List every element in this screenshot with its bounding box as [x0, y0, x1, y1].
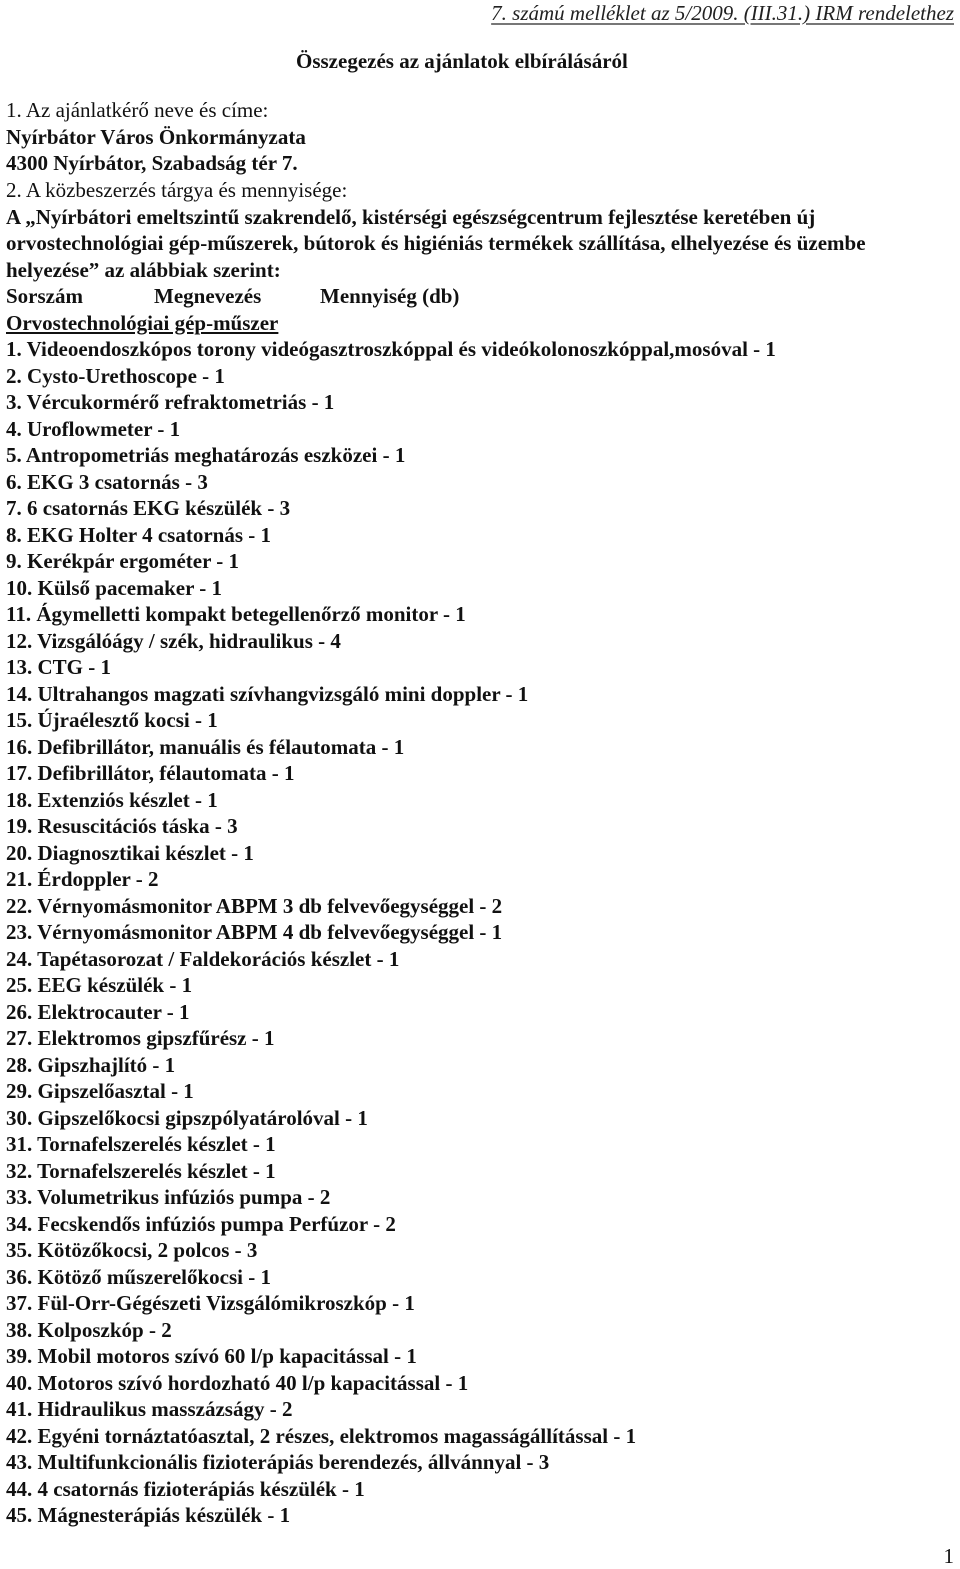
column-header-quantity: Mennyiség (db) — [320, 284, 460, 308]
list-item: 28. Gipszhajlító - 1 — [6, 1052, 176, 1077]
list-item: 45. Mágnesterápiás készülék - 1 — [6, 1503, 291, 1527]
column-header-name: Megnevezés — [154, 284, 262, 308]
page-number: 1 — [943, 1544, 954, 1568]
list-item: 7. 6 csatornás EKG készülék - 3 — [6, 496, 291, 520]
list-item: 8. EKG Holter 4 csatornás - 1 — [6, 522, 272, 547]
document-title: Összegezés az ajánlatok elbírálásáról — [296, 49, 628, 73]
list-item: 20. Diagnosztikai készlet - 1 — [6, 840, 254, 865]
list-item: 44. 4 csatornás fizioterápiás készülék - 1 — [6, 1476, 365, 1501]
list-item: 2. Cysto-Urethoscope - 1 — [6, 363, 225, 388]
list-item: 27. Elektromos gipszfűrész - 1 — [6, 1026, 275, 1050]
list-item: 3. Vércukormérő refraktometriás - 1 — [6, 390, 335, 414]
list-item: 41. Hidraulikus masszázságy - 2 — [6, 1397, 293, 1421]
column-header-number: Sorszám — [6, 284, 83, 308]
list-item: 29. Gipszelőasztal - 1 — [6, 1079, 194, 1103]
list-item: 14. Ultrahangos magzati szívhangvizsgáló mini doppler - 1 — [6, 681, 529, 706]
column-headers — [6, 283, 946, 310]
list-item: 10. Külső pacemaker - 1 — [6, 575, 223, 600]
list-item: 4. Uroflowmeter - 1 — [6, 416, 181, 441]
list-item: 5. Antropometriás meghatározás eszközei - 1 — [6, 443, 406, 467]
list-item: 42. Egyéni tornáztatóasztal, 2 részes, elektromos magasságállítással - 1 — [6, 1423, 637, 1448]
list-item: 31. Tornafelszerelés készlet - 1 — [6, 1132, 276, 1156]
list-item: 15. Újraélesztő kocsi - 1 — [6, 708, 218, 732]
list-item: 26. Elektrocauter - 1 — [6, 999, 190, 1024]
authority-name: Nyírbátor Város Önkormányzata — [6, 124, 306, 149]
list-item: 23. Vérnyomásmonitor ABPM 4 db felvevőegységgel - 1 — [6, 920, 503, 944]
list-item: 13. CTG - 1 — [6, 655, 111, 679]
list-item: 35. Kötözőkocsi, 2 polcos - 3 — [6, 1238, 258, 1262]
list-item: 33. Volumetrikus infúziós pumpa - 2 — [6, 1185, 331, 1209]
procurement-subject-section — [6, 177, 946, 1529]
list-item: 21. Érdoppler - 2 — [6, 867, 159, 891]
section2-heading: 2. A közbeszerzés tárgya és mennyisége: — [6, 178, 348, 202]
list-item: 6. EKG 3 csatornás - 3 — [6, 469, 208, 494]
authority-address: 4300 Nyírbátor, Szabadság tér 7. — [6, 151, 298, 175]
list-item: 34. Fecskendős infúziós pumpa Perfúzor - 2 — [6, 1211, 396, 1236]
list-item: 32. Tornafelszerelés készlet - 1 — [6, 1158, 276, 1183]
list-item: 17. Defibrillátor, félautomata - 1 — [6, 761, 295, 785]
list-item: 40. Motoros szívó hordozható 40 l/p kapacitással - 1 — [6, 1370, 469, 1395]
list-item: 12. Vizsgálóágy / szék, hidraulikus - 4 — [6, 628, 341, 653]
list-item: 18. Extenziós készlet - 1 — [6, 787, 218, 812]
list-item: 19. Resuscitációs táska - 3 — [6, 814, 238, 838]
list-item: 38. Kolposzkóp - 2 — [6, 1317, 172, 1342]
procurement-description: A „Nyírbátori emeltszintű szakrendelő, kistérségi egészségcentrum fejlesztése keretében új orvostechnológiai gép-műszerek, bútorok és higiéniás termékek szállítása, elhelyezése és üzembe helyezése” az alábbiak szerint: — [6, 204, 866, 282]
list-item: 24. Tapétasorozat / Faldekorációs készlet - 1 — [6, 946, 400, 971]
contracting-authority-section — [6, 97, 306, 177]
list-item: 1. Videoendoszkópos torony videógasztroszkóppal és videókolonoszkóppal,mosóval - 1 — [6, 337, 776, 361]
list-item: 11. Ágymelletti kompakt betegellenőrző monitor - 1 — [6, 602, 466, 626]
list-item: 30. Gipszelőkocsi gipszpólyatárolóval - 1 — [6, 1105, 368, 1130]
header-note: 7. számú melléklet az 5/2009. (III.31.) IRM rendelethez — [491, 1, 954, 25]
section1-heading: 1. Az ajánlatkérő neve és címe: — [6, 98, 269, 122]
list-item: 16. Defibrillátor, manuális és félautomata - 1 — [6, 734, 405, 759]
list-item: 25. EEG készülék - 1 — [6, 973, 193, 997]
list-item: 22. Vérnyomásmonitor ABPM 3 db felvevőegységgel - 2 — [6, 893, 503, 918]
list-item: 9. Kerékpár ergométer - 1 — [6, 549, 240, 573]
item-list — [6, 336, 946, 1529]
list-item: 43. Multifunkcionális fizioterápiás berendezés, állvánnyal - 3 — [6, 1450, 550, 1474]
list-item: 36. Kötöző műszerelőkocsi - 1 — [6, 1264, 271, 1289]
list-item: 39. Mobil motoros szívó 60 l/p kapacitással - 1 — [6, 1344, 417, 1368]
category-heading: Orvostechnológiai gép-műszer — [6, 310, 279, 335]
list-item: 37. Fül-Orr-Gégészeti Vizsgálómikroszkóp - 1 — [6, 1291, 415, 1315]
